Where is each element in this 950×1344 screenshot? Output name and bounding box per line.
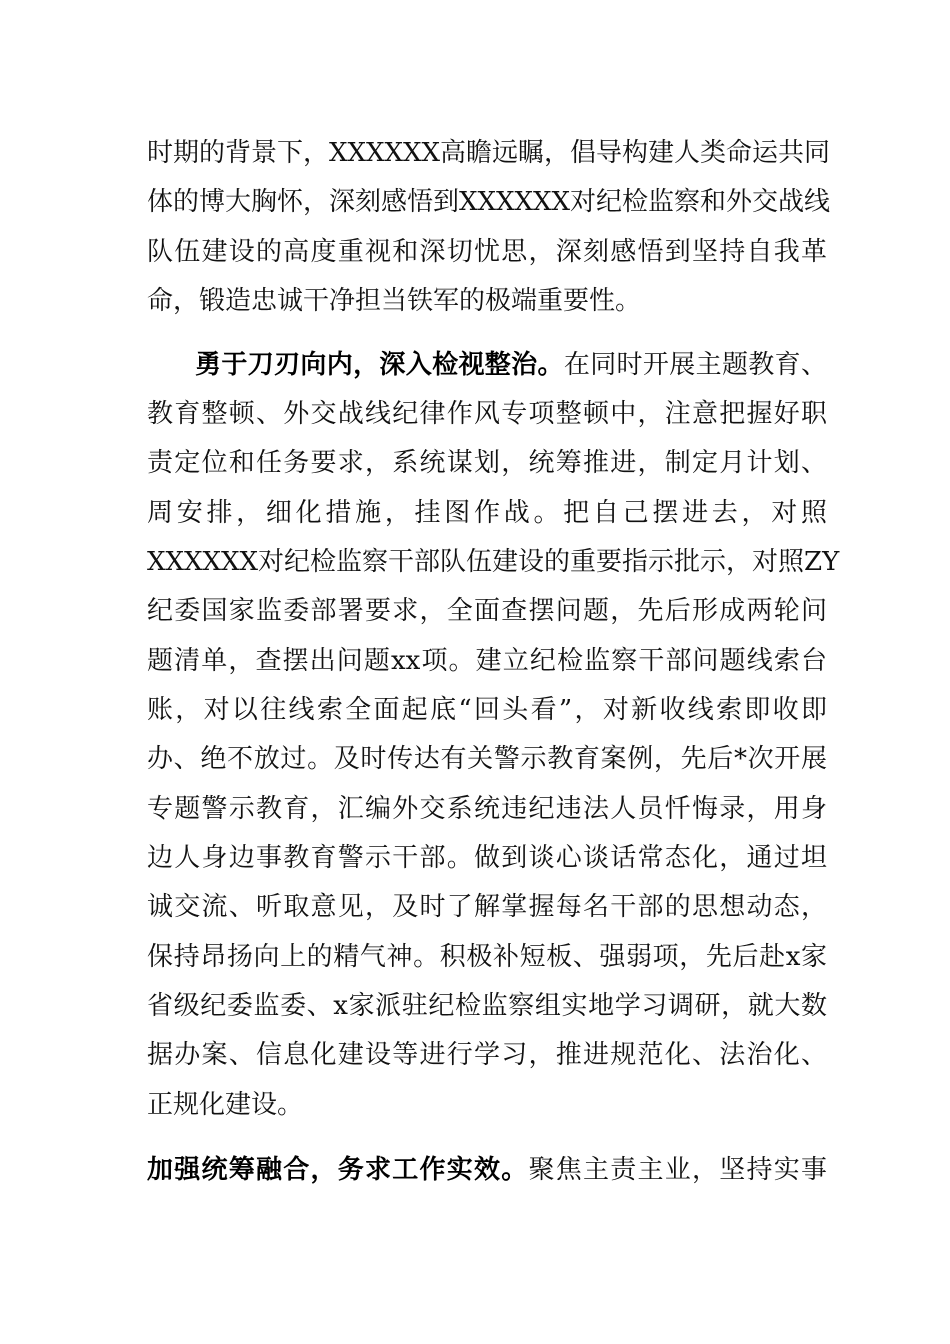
paragraph-line: 周安排，细化措施，挂图作战。把自己摆进去，对照: [147, 498, 827, 528]
paragraph-line: [195, 345, 827, 385]
paragraph-line: 队伍建设的高度重视和深切忧思，深刻感悟到坚持自我革: [147, 237, 827, 267]
paragraph-line: 纪委国家监委部署要求，全面查摆问题，先后形成两轮问: [147, 596, 827, 626]
paragraph-line: 命，锻造忠诚干净担当铁军的极端重要性。: [147, 286, 642, 316]
paragraph-line: 据办案、信息化建设等进行学习，推进规范化、法治化、: [147, 1040, 827, 1070]
section-heading: 加强统筹融合，务求工作实效。: [147, 1155, 529, 1185]
paragraph-line: 省级纪委监委、x家派驻纪检监察组实地学习调研，就大数: [147, 991, 827, 1021]
paragraph-line: [147, 1150, 827, 1190]
paragraph-line: 责定位和任务要求，系统谋划，统筹推进，制定月计划、: [147, 448, 827, 478]
paragraph-line: 题清单，查摆出问题xx项。建立纪检监察干部问题线索台: [147, 646, 827, 676]
paragraph-line: 边人身边事教育警示干部。做到谈心谈话常态化，通过坦: [147, 843, 827, 873]
paragraph-line: 办、绝不放过。及时传达有关警示教育案例，先后*次开展: [147, 744, 827, 774]
paragraph-line: 诚交流、听取意见，及时了解掌握每名干部的思想动态，: [147, 892, 827, 922]
paragraph-line: 体的博大胸怀，深刻感悟到XXXXXX对纪检监察和外交战线: [147, 187, 831, 217]
section-heading: 勇于刀刃向内，深入检视整治。: [195, 350, 564, 380]
paragraph-line: 专题警示教育，汇编外交系统违纪违法人员忏悔录，用身: [147, 794, 827, 824]
paragraph-line: 账，对以往线索全面起底“回头看”，对新收线索即收即: [147, 695, 827, 725]
paragraph-text: 在同时开展主题教育、: [563, 350, 827, 380]
paragraph-line: 教育整顿、外交战线纪律作风专项整顿中，注意把握好职: [147, 399, 827, 429]
paragraph-line: 时期的背景下，XXXXXX高瞻远瞩，倡导构建人类命运共同: [147, 138, 831, 168]
paragraph-line: XXXXXX对纪检监察干部队伍建设的重要指示批示，对照ZY: [147, 547, 840, 577]
paragraph-line: 保持昂扬向上的精气神。积极补短板、强弱项，先后赴x家: [147, 942, 827, 972]
paragraph-text: 聚焦主责主业，坚持实事: [528, 1155, 827, 1185]
paragraph-line: 正规化建设。: [147, 1090, 304, 1120]
